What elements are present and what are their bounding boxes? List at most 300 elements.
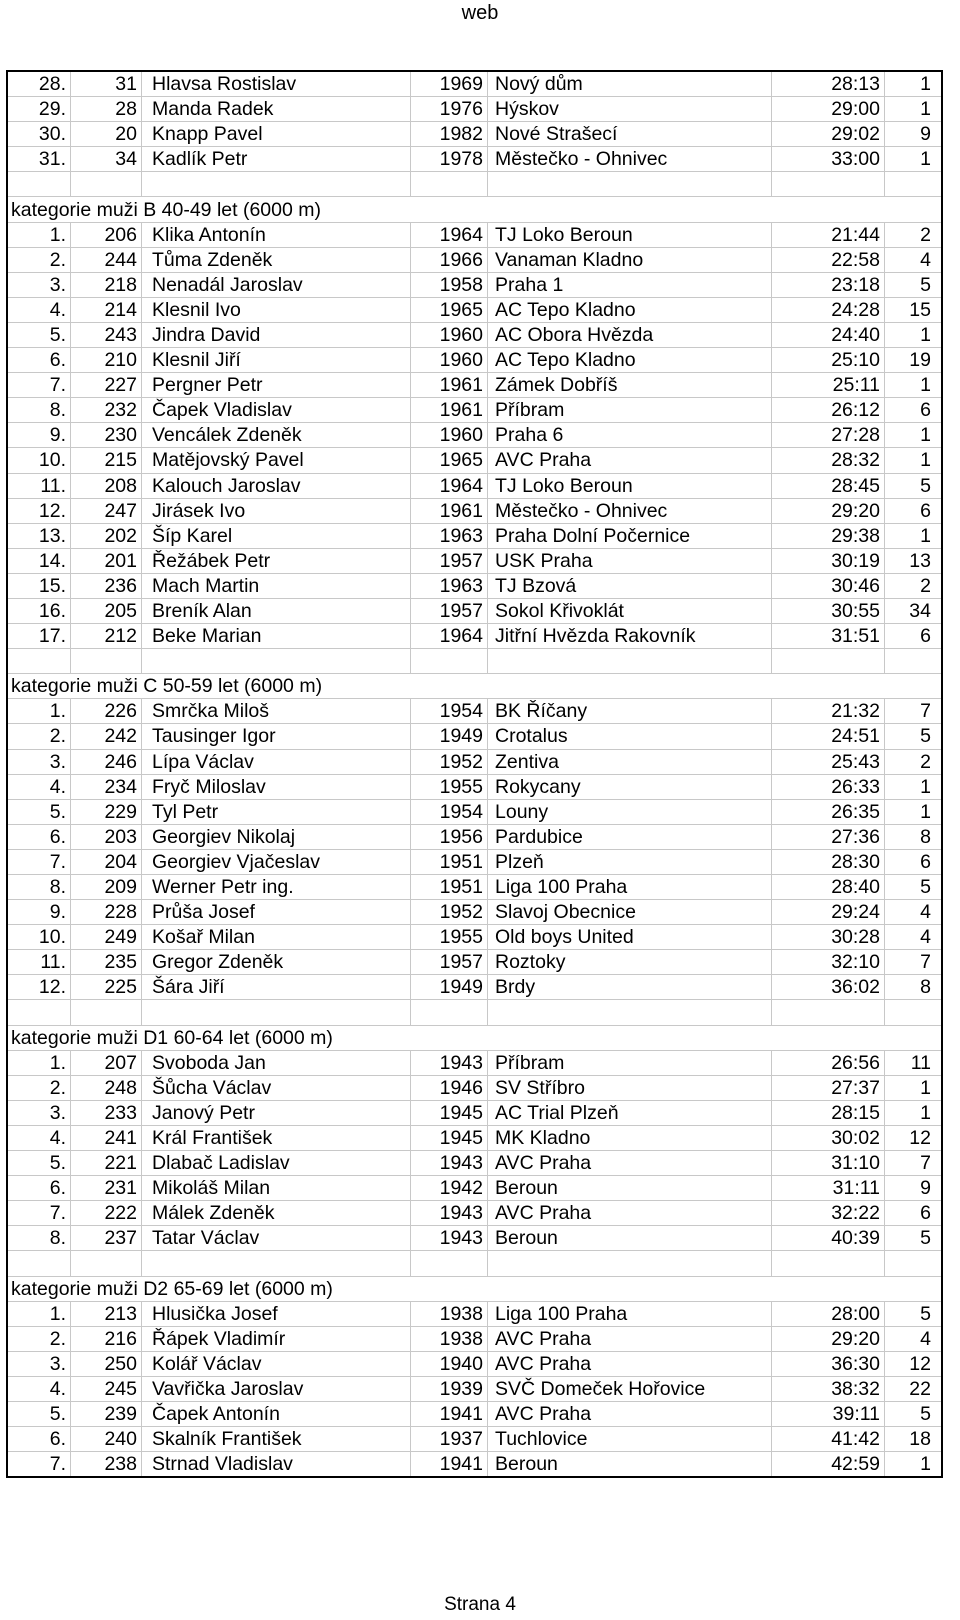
time-cell: 23:18 <box>772 272 885 297</box>
birth-year-cell: 1945 <box>411 1125 488 1150</box>
rank-cell: 1. <box>7 699 71 724</box>
result-row <box>7 147 942 172</box>
points-cell: 7 <box>885 1151 943 1176</box>
name-cell: Čapek Vladislav <box>142 398 411 423</box>
result-row <box>7 122 942 147</box>
points-cell: 15 <box>885 297 943 322</box>
bib-number-cell: 231 <box>71 1176 142 1201</box>
birth-year-cell: 1954 <box>411 699 488 724</box>
time-cell: 29:00 <box>772 97 885 122</box>
club-cell: Zámek Dobříš <box>488 373 772 398</box>
points-cell: 6 <box>885 1201 943 1226</box>
result-row <box>7 900 942 925</box>
bib-number-cell: 228 <box>71 900 142 925</box>
rank-cell: 3. <box>7 1100 71 1125</box>
category-title: kategorie muži D1 60-64 let (6000 m) <box>7 1025 942 1050</box>
result-row <box>7 749 942 774</box>
bib-number-cell: 28 <box>71 97 142 122</box>
name-cell: Mikoláš Milan <box>142 1176 411 1201</box>
birth-year-cell: 1940 <box>411 1351 488 1376</box>
time-cell: 30:28 <box>772 925 885 950</box>
name-cell: Jindra David <box>142 322 411 347</box>
result-row <box>7 824 942 849</box>
rank-cell: 2. <box>7 1326 71 1351</box>
spacer-row <box>7 172 942 197</box>
category-row <box>7 1025 942 1050</box>
empty-cell <box>772 172 885 197</box>
birth-year-cell: 1941 <box>411 1401 488 1426</box>
rank-cell: 8. <box>7 1226 71 1251</box>
club-cell: Nové Strašecí <box>488 122 772 147</box>
bib-number-cell: 243 <box>71 322 142 347</box>
birth-year-cell: 1964 <box>411 222 488 247</box>
points-cell: 2 <box>885 573 943 598</box>
time-cell: 27:36 <box>772 824 885 849</box>
rank-cell: 17. <box>7 624 71 649</box>
points-cell: 6 <box>885 398 943 423</box>
time-cell: 30:46 <box>772 573 885 598</box>
rank-cell: 2. <box>7 247 71 272</box>
club-cell: Liga 100 Praha <box>488 1301 772 1326</box>
bib-number-cell: 226 <box>71 699 142 724</box>
bib-number-cell: 244 <box>71 247 142 272</box>
bib-number-cell: 227 <box>71 373 142 398</box>
empty-cell <box>142 172 411 197</box>
time-cell: 28:45 <box>772 473 885 498</box>
name-cell: Strnad Vladislav <box>142 1452 411 1478</box>
points-cell: 13 <box>885 548 943 573</box>
club-cell: MK Kladno <box>488 1125 772 1150</box>
name-cell: Matějovský Pavel <box>142 448 411 473</box>
birth-year-cell: 1960 <box>411 423 488 448</box>
time-cell: 26:33 <box>772 774 885 799</box>
name-cell: Šůcha Václav <box>142 1075 411 1100</box>
name-cell: Vavřička Jaroslav <box>142 1376 411 1401</box>
points-cell: 6 <box>885 498 943 523</box>
result-row <box>7 598 942 623</box>
rank-cell: 10. <box>7 925 71 950</box>
result-row <box>7 423 942 448</box>
category-row <box>7 1276 942 1301</box>
page-header: web <box>461 2 499 24</box>
time-cell: 24:40 <box>772 322 885 347</box>
name-cell: Georgiev Nikolaj <box>142 824 411 849</box>
club-cell: Louny <box>488 799 772 824</box>
birth-year-cell: 1961 <box>411 373 488 398</box>
club-cell: Beroun <box>488 1176 772 1201</box>
club-cell: AC Tepo Kladno <box>488 348 772 373</box>
bib-number-cell: 222 <box>71 1201 142 1226</box>
birth-year-cell: 1964 <box>411 473 488 498</box>
bib-number-cell: 238 <box>71 1452 142 1478</box>
club-cell: TJ Bzová <box>488 573 772 598</box>
rank-cell: 3. <box>7 749 71 774</box>
club-cell: Praha Dolní Počernice <box>488 523 772 548</box>
time-cell: 36:30 <box>772 1351 885 1376</box>
result-row <box>7 71 942 97</box>
empty-cell <box>411 649 488 674</box>
rank-cell: 12. <box>7 498 71 523</box>
birth-year-cell: 1951 <box>411 875 488 900</box>
time-cell: 25:43 <box>772 749 885 774</box>
club-cell: SV Stříbro <box>488 1075 772 1100</box>
time-cell: 30:02 <box>772 1125 885 1150</box>
bib-number-cell: 207 <box>71 1050 142 1075</box>
time-cell: 25:11 <box>772 373 885 398</box>
club-cell: Městečko - Ohnivec <box>488 498 772 523</box>
time-cell: 27:37 <box>772 1075 885 1100</box>
rank-cell: 16. <box>7 598 71 623</box>
rank-cell: 3. <box>7 272 71 297</box>
spacer-row <box>7 1251 942 1276</box>
empty-cell <box>772 1000 885 1025</box>
name-cell: Šíp Karel <box>142 523 411 548</box>
rank-cell: 7. <box>7 1201 71 1226</box>
result-row <box>7 950 942 975</box>
name-cell: Janový Petr <box>142 1100 411 1125</box>
result-row <box>7 624 942 649</box>
category-row <box>7 674 942 699</box>
empty-cell <box>885 172 943 197</box>
name-cell: Hlavsa Rostislav <box>142 71 411 97</box>
empty-cell <box>7 1251 71 1276</box>
points-cell: 1 <box>885 1452 943 1478</box>
points-cell: 5 <box>885 473 943 498</box>
result-row <box>7 322 942 347</box>
rank-cell: 29. <box>7 97 71 122</box>
rank-cell: 8. <box>7 875 71 900</box>
bib-number-cell: 212 <box>71 624 142 649</box>
points-cell: 5 <box>885 272 943 297</box>
rank-cell: 31. <box>7 147 71 172</box>
result-row <box>7 1176 942 1201</box>
time-cell: 29:02 <box>772 122 885 147</box>
rank-cell: 4. <box>7 1376 71 1401</box>
club-cell: Vanaman Kladno <box>488 247 772 272</box>
name-cell: Klesnil Jiří <box>142 348 411 373</box>
result-row <box>7 1401 942 1426</box>
bib-number-cell: 215 <box>71 448 142 473</box>
empty-cell <box>7 1000 71 1025</box>
category-title: kategorie muži B 40-49 let (6000 m) <box>7 197 942 222</box>
bib-number-cell: 201 <box>71 548 142 573</box>
club-cell: AVC Praha <box>488 1326 772 1351</box>
result-row <box>7 1075 942 1100</box>
rank-cell: 6. <box>7 824 71 849</box>
birth-year-cell: 1949 <box>411 724 488 749</box>
points-cell: 8 <box>885 975 943 1000</box>
name-cell: Čapek Antonín <box>142 1401 411 1426</box>
results-table <box>6 70 943 1478</box>
spacer-row <box>7 649 942 674</box>
bib-number-cell: 236 <box>71 573 142 598</box>
rank-cell: 9. <box>7 900 71 925</box>
name-cell: Breník Alan <box>142 598 411 623</box>
bib-number-cell: 247 <box>71 498 142 523</box>
club-cell: Roztoky <box>488 950 772 975</box>
name-cell: Málek Zdeněk <box>142 1201 411 1226</box>
name-cell: Vencálek Zdeněk <box>142 423 411 448</box>
club-cell: SVČ Domeček Hořovice <box>488 1376 772 1401</box>
club-cell: Příbram <box>488 398 772 423</box>
time-cell: 26:56 <box>772 1050 885 1075</box>
rank-cell: 7. <box>7 849 71 874</box>
time-cell: 24:51 <box>772 724 885 749</box>
name-cell: Lípa Václav <box>142 749 411 774</box>
name-cell: Klika Antonín <box>142 222 411 247</box>
bib-number-cell: 213 <box>71 1301 142 1326</box>
rank-cell: 1. <box>7 1301 71 1326</box>
rank-cell: 4. <box>7 1125 71 1150</box>
rank-cell: 1. <box>7 1050 71 1075</box>
time-cell: 38:32 <box>772 1376 885 1401</box>
birth-year-cell: 1955 <box>411 925 488 950</box>
name-cell: Průša Josef <box>142 900 411 925</box>
time-cell: 29:20 <box>772 1326 885 1351</box>
result-row <box>7 1452 942 1478</box>
rank-cell: 15. <box>7 573 71 598</box>
name-cell: Jirásek Ivo <box>142 498 411 523</box>
rank-cell: 11. <box>7 473 71 498</box>
bib-number-cell: 216 <box>71 1326 142 1351</box>
time-cell: 28:13 <box>772 71 885 97</box>
points-cell: 34 <box>885 598 943 623</box>
time-cell: 31:10 <box>772 1151 885 1176</box>
club-cell: AVC Praha <box>488 1201 772 1226</box>
birth-year-cell: 1960 <box>411 348 488 373</box>
time-cell: 29:20 <box>772 498 885 523</box>
bib-number-cell: 205 <box>71 598 142 623</box>
birth-year-cell: 1955 <box>411 774 488 799</box>
rank-cell: 7. <box>7 373 71 398</box>
result-row <box>7 1427 942 1452</box>
rank-cell: 6. <box>7 1176 71 1201</box>
birth-year-cell: 1965 <box>411 448 488 473</box>
club-cell: USK Praha <box>488 548 772 573</box>
rank-cell: 6. <box>7 348 71 373</box>
points-cell: 9 <box>885 1176 943 1201</box>
rank-cell: 5. <box>7 799 71 824</box>
name-cell: Georgiev Vjačeslav <box>142 849 411 874</box>
points-cell: 1 <box>885 774 943 799</box>
birth-year-cell: 1946 <box>411 1075 488 1100</box>
points-cell: 1 <box>885 97 943 122</box>
empty-cell <box>7 649 71 674</box>
rank-cell: 7. <box>7 1452 71 1478</box>
birth-year-cell: 1958 <box>411 272 488 297</box>
empty-cell <box>71 1251 142 1276</box>
result-row <box>7 548 942 573</box>
result-row <box>7 1376 942 1401</box>
result-row <box>7 1125 942 1150</box>
birth-year-cell: 1941 <box>411 1452 488 1478</box>
club-cell: Tuchlovice <box>488 1427 772 1452</box>
birth-year-cell: 1965 <box>411 297 488 322</box>
points-cell: 1 <box>885 1100 943 1125</box>
name-cell: Tyl Petr <box>142 799 411 824</box>
club-cell: AVC Praha <box>488 1351 772 1376</box>
empty-cell <box>411 1000 488 1025</box>
rank-cell: 5. <box>7 1151 71 1176</box>
time-cell: 32:22 <box>772 1201 885 1226</box>
club-cell: Plzeň <box>488 849 772 874</box>
empty-cell <box>488 172 772 197</box>
result-row <box>7 849 942 874</box>
club-cell: AVC Praha <box>488 1151 772 1176</box>
birth-year-cell: 1943 <box>411 1050 488 1075</box>
birth-year-cell: 1938 <box>411 1301 488 1326</box>
bib-number-cell: 234 <box>71 774 142 799</box>
empty-cell <box>488 1000 772 1025</box>
empty-cell <box>772 649 885 674</box>
club-cell: AC Tepo Kladno <box>488 297 772 322</box>
result-row <box>7 1151 942 1176</box>
time-cell: 33:00 <box>772 147 885 172</box>
result-row <box>7 473 942 498</box>
bib-number-cell: 242 <box>71 724 142 749</box>
empty-cell <box>885 1251 943 1276</box>
time-cell: 29:24 <box>772 900 885 925</box>
result-row <box>7 1351 942 1376</box>
bib-number-cell: 209 <box>71 875 142 900</box>
points-cell: 12 <box>885 1351 943 1376</box>
birth-year-cell: 1945 <box>411 1100 488 1125</box>
name-cell: Král František <box>142 1125 411 1150</box>
points-cell: 4 <box>885 900 943 925</box>
bib-number-cell: 204 <box>71 849 142 874</box>
result-row <box>7 1301 942 1326</box>
time-cell: 41:42 <box>772 1427 885 1452</box>
club-cell: Nový dům <box>488 71 772 97</box>
time-cell: 28:40 <box>772 875 885 900</box>
empty-cell <box>142 1251 411 1276</box>
result-row <box>7 272 942 297</box>
points-cell: 6 <box>885 624 943 649</box>
rank-cell: 10. <box>7 448 71 473</box>
bib-number-cell: 210 <box>71 348 142 373</box>
rank-cell: 2. <box>7 1075 71 1100</box>
name-cell: Gregor Zdeněk <box>142 950 411 975</box>
result-row <box>7 975 942 1000</box>
bib-number-cell: 34 <box>71 147 142 172</box>
birth-year-cell: 1966 <box>411 247 488 272</box>
result-row <box>7 925 942 950</box>
result-row <box>7 222 942 247</box>
name-cell: Řápek Vladimír <box>142 1326 411 1351</box>
bib-number-cell: 202 <box>71 523 142 548</box>
bib-number-cell: 206 <box>71 222 142 247</box>
club-cell: TJ Loko Beroun <box>488 473 772 498</box>
bib-number-cell: 229 <box>71 799 142 824</box>
rank-cell: 1. <box>7 222 71 247</box>
club-cell: AVC Praha <box>488 1401 772 1426</box>
result-row <box>7 1326 942 1351</box>
name-cell: Dlabač Ladislav <box>142 1151 411 1176</box>
time-cell: 22:58 <box>772 247 885 272</box>
name-cell: Kalouch Jaroslav <box>142 473 411 498</box>
empty-cell <box>71 1000 142 1025</box>
points-cell: 12 <box>885 1125 943 1150</box>
name-cell: Fryč Miloslav <box>142 774 411 799</box>
time-cell: 39:11 <box>772 1401 885 1426</box>
bib-number-cell: 235 <box>71 950 142 975</box>
bib-number-cell: 246 <box>71 749 142 774</box>
time-cell: 21:44 <box>772 222 885 247</box>
name-cell: Tůma Zdeněk <box>142 247 411 272</box>
result-row <box>7 699 942 724</box>
time-cell: 29:38 <box>772 523 885 548</box>
empty-cell <box>142 1000 411 1025</box>
points-cell: 7 <box>885 950 943 975</box>
bib-number-cell: 214 <box>71 297 142 322</box>
result-row <box>7 875 942 900</box>
birth-year-cell: 1952 <box>411 749 488 774</box>
bib-number-cell: 245 <box>71 1376 142 1401</box>
rank-cell: 13. <box>7 523 71 548</box>
rank-cell: 11. <box>7 950 71 975</box>
bib-number-cell: 237 <box>71 1226 142 1251</box>
club-cell: Rokycany <box>488 774 772 799</box>
rank-cell: 6. <box>7 1427 71 1452</box>
birth-year-cell: 1957 <box>411 548 488 573</box>
rank-cell: 9. <box>7 423 71 448</box>
result-row <box>7 523 942 548</box>
club-cell: Sokol Křivoklát <box>488 598 772 623</box>
club-cell: AVC Praha <box>488 448 772 473</box>
name-cell: Řežábek Petr <box>142 548 411 573</box>
bib-number-cell: 218 <box>71 272 142 297</box>
name-cell: Smrčka Miloš <box>142 699 411 724</box>
name-cell: Košař Milan <box>142 925 411 950</box>
club-cell: Městečko - Ohnivec <box>488 147 772 172</box>
empty-cell <box>488 649 772 674</box>
bib-number-cell: 239 <box>71 1401 142 1426</box>
points-cell: 2 <box>885 749 943 774</box>
points-cell: 5 <box>885 875 943 900</box>
points-cell: 19 <box>885 348 943 373</box>
name-cell: Manda Radek <box>142 97 411 122</box>
rank-cell: 4. <box>7 297 71 322</box>
club-cell: Pardubice <box>488 824 772 849</box>
time-cell: 30:55 <box>772 598 885 623</box>
name-cell: Knapp Pavel <box>142 122 411 147</box>
points-cell: 1 <box>885 71 943 97</box>
points-cell: 1 <box>885 147 943 172</box>
points-cell: 1 <box>885 322 943 347</box>
club-cell: Brdy <box>488 975 772 1000</box>
result-row <box>7 1201 942 1226</box>
points-cell: 1 <box>885 423 943 448</box>
points-cell: 5 <box>885 1401 943 1426</box>
club-cell: BK Říčany <box>488 699 772 724</box>
name-cell: Tatar Václav <box>142 1226 411 1251</box>
birth-year-cell: 1964 <box>411 624 488 649</box>
result-row <box>7 724 942 749</box>
club-cell: Beroun <box>488 1226 772 1251</box>
result-row <box>7 373 942 398</box>
bib-number-cell: 248 <box>71 1075 142 1100</box>
result-row <box>7 348 942 373</box>
time-cell: 26:35 <box>772 799 885 824</box>
rank-cell: 4. <box>7 774 71 799</box>
points-cell: 5 <box>885 1226 943 1251</box>
time-cell: 28:00 <box>772 1301 885 1326</box>
rank-cell: 8. <box>7 398 71 423</box>
results-body <box>7 71 942 1477</box>
name-cell: Svoboda Jan <box>142 1050 411 1075</box>
empty-cell <box>71 172 142 197</box>
result-row <box>7 799 942 824</box>
